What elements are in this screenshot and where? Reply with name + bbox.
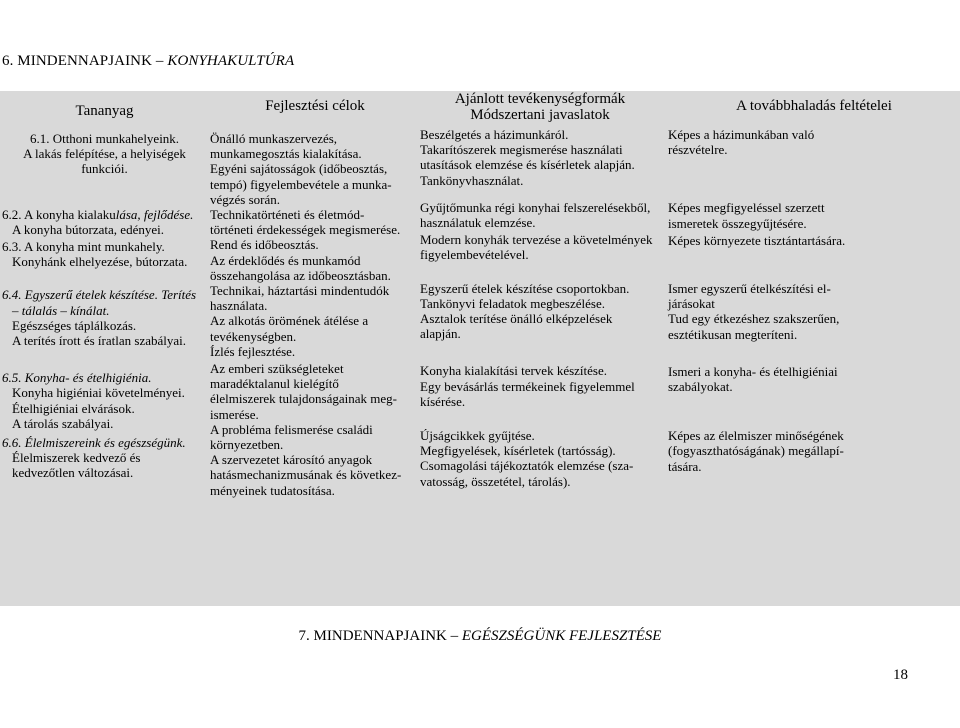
next-section-title: 7. MINDENNAPJAINK – EGÉSZSÉGÜNK FEJLESZTÉSE <box>298 628 662 644</box>
section-title: 6. MINDENNAPJAINK – KONYHAKULTÚRA <box>2 53 295 69</box>
header-tananyag: Tananyag <box>75 103 134 119</box>
tananyag-6-6: 6.6. Élelmiszereink és egészségünk. Élelmiszerek kedvező és kedvezőtlen változásai. <box>2 435 186 481</box>
tananyag-6-1: 6.1. Otthoni munkahelyeink. A lakás felépítése, a helyiségek funkciói. <box>23 131 186 177</box>
feltetelek-4: Ismer egyszerű ételkészítési el- járásokat Tud egy étkezéshez szakszerűen, esztétikusan megteríteni. <box>668 281 840 342</box>
page-number: 18 <box>893 667 908 683</box>
celok-4: Technikai, háztartási mindentudók használata. Az alkotás örömének átélése a tevékenységben. Ízlés fejlesztése. <box>210 283 390 359</box>
header-feltetelek: A továbbhaladás feltételei <box>736 98 892 114</box>
formak-5: Konyha kialakítási tervek készítése. Egy bevásárlás termékeinek figyelemmel kísérése. <box>420 363 635 409</box>
feltetelek-3: Képes környezete tisztántartására. <box>668 232 846 248</box>
celok-3: Rend és időbeosztás. Az érdeklődés és munkamód összehangolása az időbeosztásban. <box>210 237 391 283</box>
tananyag-6-5: 6.5. Konyha- és ételhigiénia. Konyha higiéniai követelményei. Ételhigiéniai elvárások. A tárolás szabályai. <box>2 370 185 431</box>
tananyag-6-4: 6.4. Egyszerű ételek készítése. Terítés – tálalás – kínálat. Egészséges táplálkozás. A terítés írott és íratlan szabályai. <box>2 287 197 349</box>
header-formak: Ajánlott tevékenységformák Módszertani javaslatok <box>454 91 626 123</box>
column-celok <box>210 91 420 498</box>
column-formak <box>420 91 660 489</box>
celok-2: Technikatörténeti és életmód- történeti érdekességek megismerése. <box>210 207 401 238</box>
tananyag-6-3: 6.3. A konyha mint munkahely. Konyhánk elhelyezése, bútorzata. <box>2 239 188 270</box>
celok-6: A probléma felismerése családi környezetben. A szervezetet károsító anyagok hatásmechanizmusának és következ- ményeinek tudatosítása. <box>210 421 402 498</box>
formak-1: Beszélgetés a házimunkáról. Takarítószerek megismerése használati utasítások elemzése és kísérletek alapján. Tankönyvhasználat. <box>420 127 635 188</box>
formak-4: Egyszerű ételek készítése csoportokban. Tankönyvi feladatok megbeszélése. Asztalok terítése önálló elképzelések alapján. <box>420 280 630 342</box>
column-feltetelek <box>668 91 960 474</box>
feltetelek-6: Képes az élelmiszer minőségének (fogyaszthatóságának) megállapí- tására. <box>668 428 844 474</box>
feltetelek-2: Képes megfigyeléssel szerzett ismeretek összegyűjtésére. <box>668 200 825 231</box>
celok-5: Az emberi szükségleteket maradéktalanul kielégítő élelmiszerek tulajdonságainak meg- ismerése. <box>210 361 397 422</box>
feltetelek-1: Képes a házimunkában való részvételre. <box>668 127 815 158</box>
celok-1: Önálló munkaszervezés, munkamegosztás kialakítása. Egyéni sajátosságok (időbeosztás, tempó) figyelembevétele a munka- végzés során. <box>210 131 392 207</box>
column-tananyag <box>2 91 207 481</box>
formak-6: Újságcikkek gyűjtése. Megfigyelések, kísérletek (tartósság). Csomagolási tájékoztatók elemzése (sza- vatosság, összetétel, tárolás). <box>420 428 634 489</box>
feltetelek-5: Ismeri a konyha- és ételhigiéniai szabályokat. <box>668 363 838 395</box>
formak-3: Modern konyhák tervezése a követelmények figyelembevételével. <box>420 232 653 263</box>
formak-2: Gyűjtőmunka régi konyhai felszerelésekből, használatuk elemzése. <box>420 199 651 231</box>
header-celok: Fejlesztési célok <box>265 98 365 114</box>
tananyag-6-2: 6.2. A konyha kialakulása, fejlődése. A konyha bútorzata, edényei. <box>2 206 194 237</box>
